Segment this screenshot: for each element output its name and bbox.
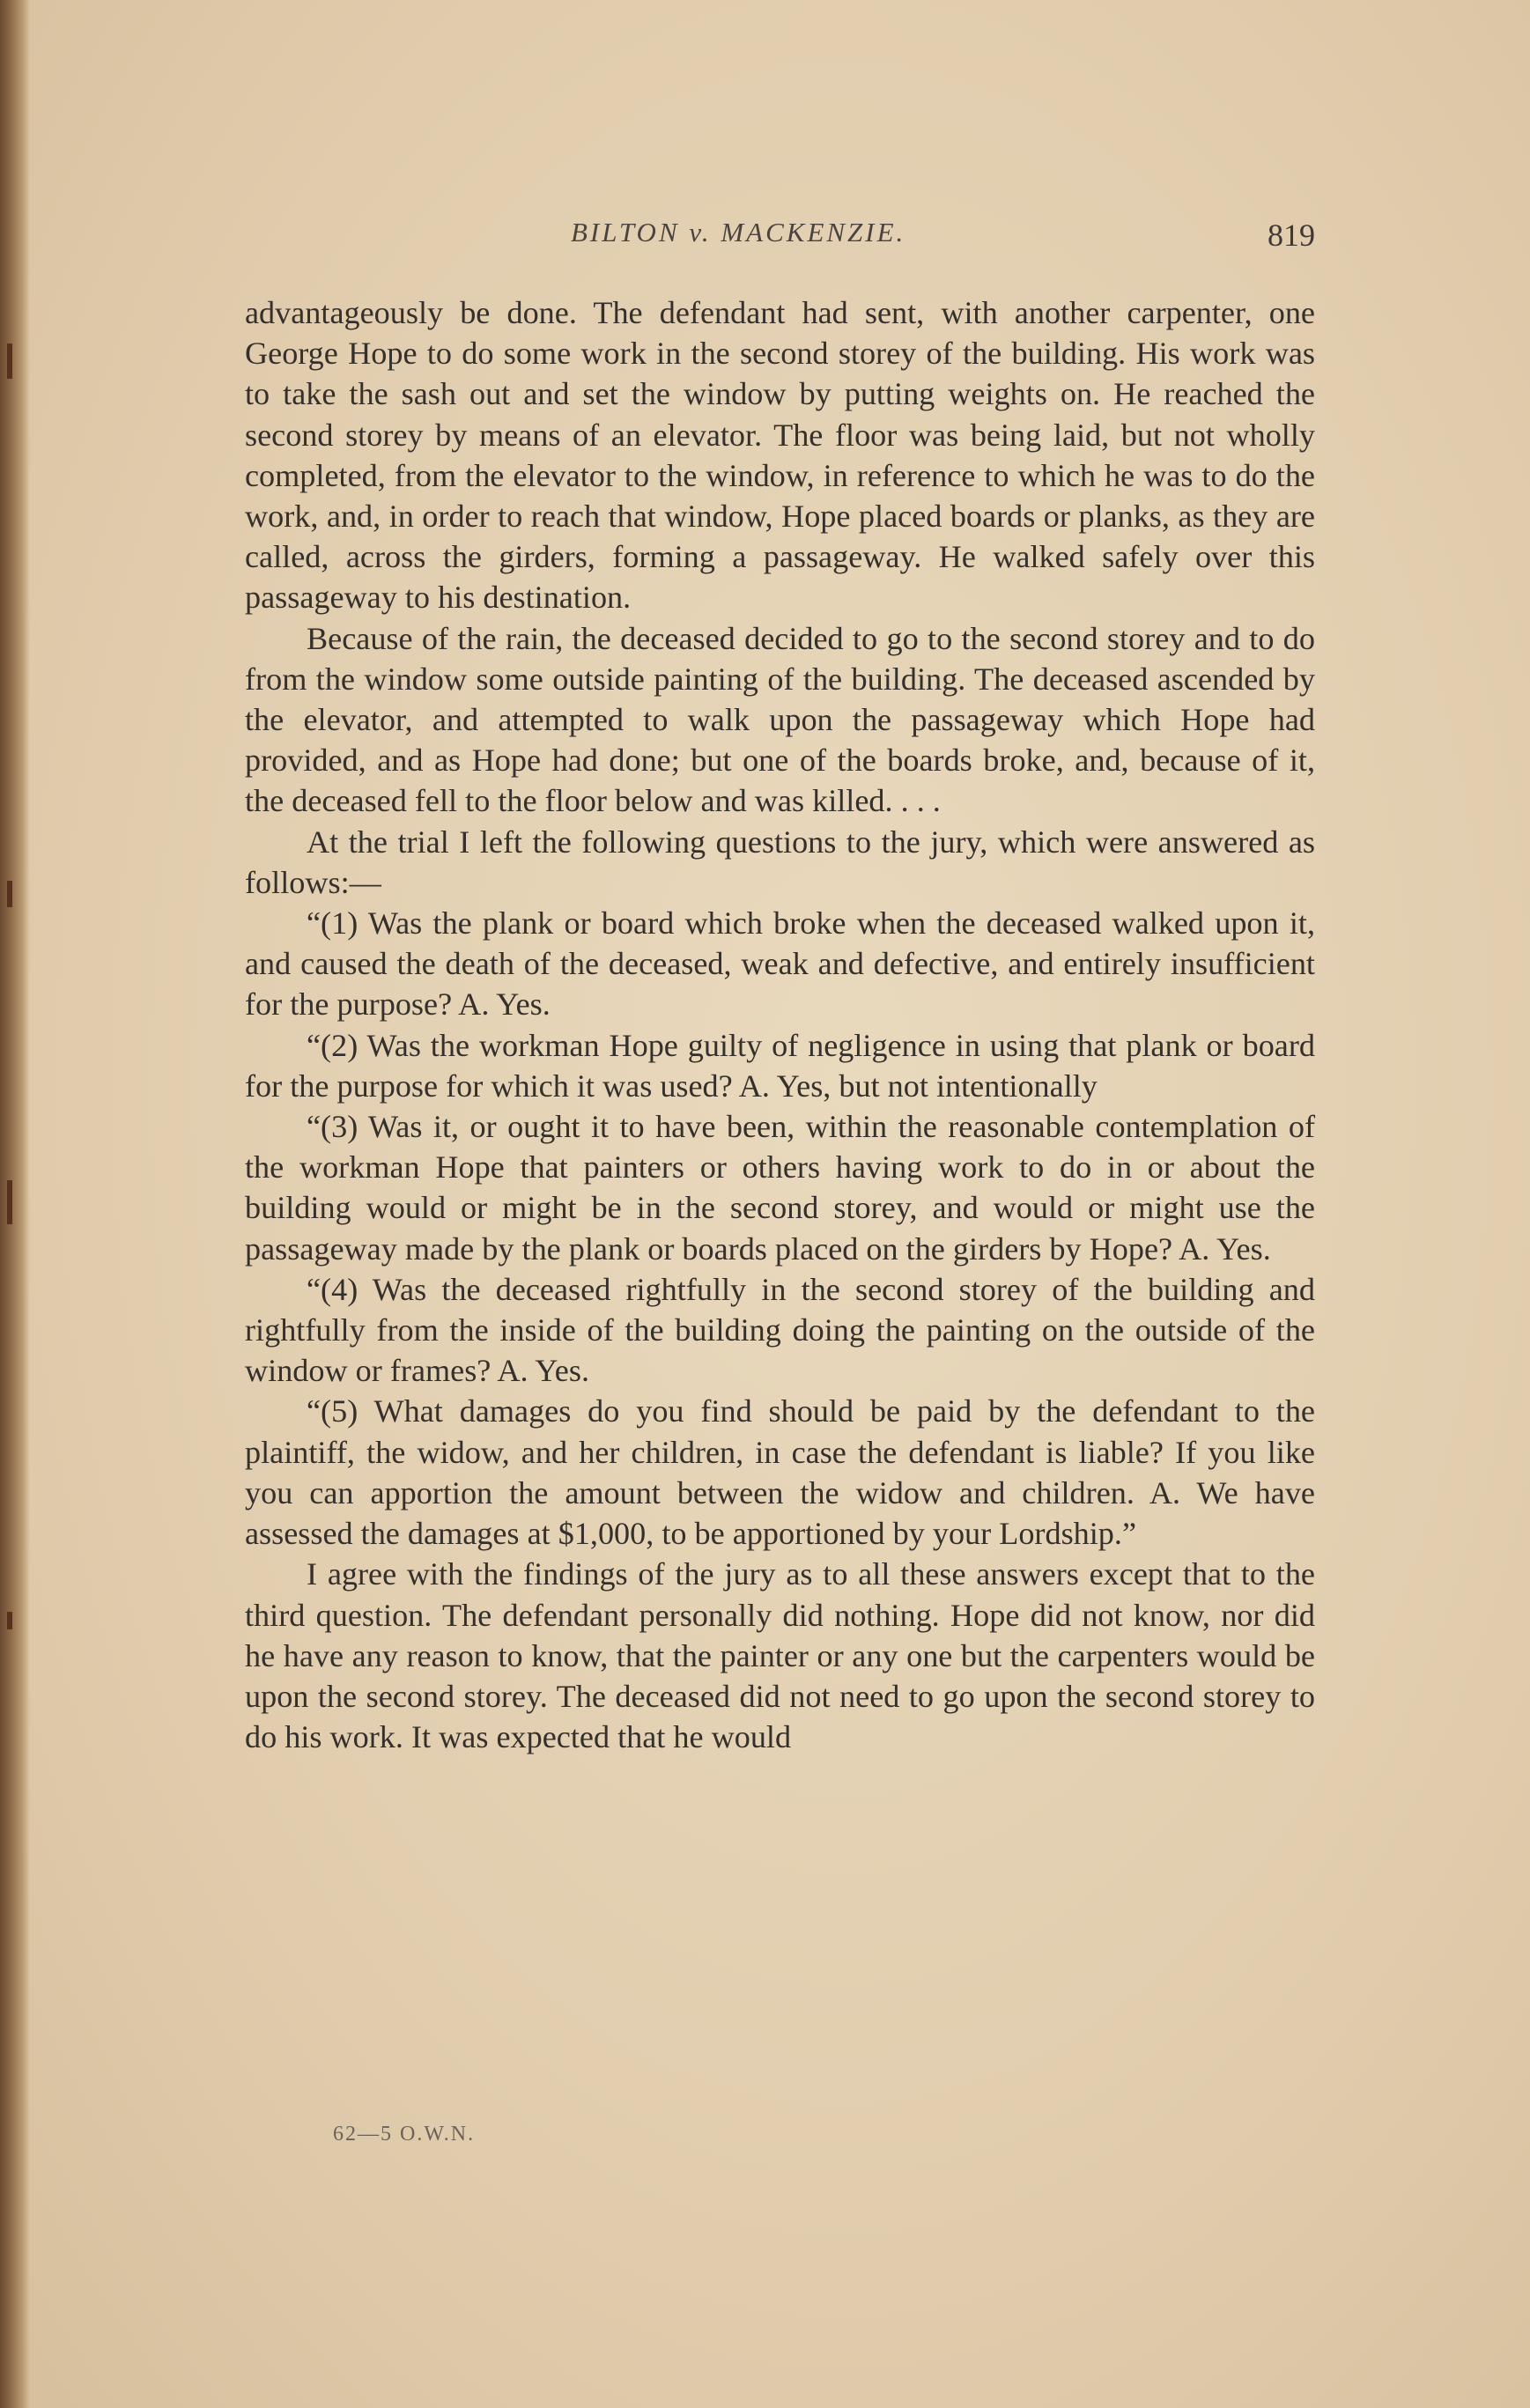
paragraph: “(3) Was it, or ought it to have been, within the reasonable contemplation of the workman Hope that painters or others having work to do in or about the building would or might be in the second storey, and would or might use the passageway made by the plank or boards placed on the girders by Hope? A. Yes. — [245, 1109, 1315, 1267]
paragraph: “(5) What damages do you find should be paid by the defendant to the plaintiff, the widow, and her children, in case the defendant is liable? If you like you can apportion the amount between the widow and children. A. We have assessed the damages at $1,000, to be apportioned by your Lordship.” — [245, 1393, 1315, 1552]
paragraph: I agree with the findings of the jury as to all these answers except that to the third question. The defendant personally did nothing. Hope did not know, nor did he have any reason to know, that the painter or any one but the carpenters would be upon the second storey. The deceased did not need to go upon the second storey to do his work. It was expected that he would — [245, 1556, 1315, 1755]
paragraph: Because of the rain, the deceased decided to go to the second storey and to do from the window some outside painting of the building. The deceased ascended by the elevator, and attempted to walk upon the passageway which Hope had provided, and as Hope had done; but one of the boards broke, and, because of it, the deceased fell to the floor below and was killed. . . . — [245, 620, 1315, 819]
paragraph: “(1) Was the plank or board which broke when the deceased walked upon it, and caused the death of the deceased, weak and defective, and entirely insufficient for the purpose? A. Yes. — [245, 905, 1315, 1023]
binding-edge — [0, 0, 30, 2408]
paragraph: At the trial I left the following questions to the jury, which were answered as follows:— — [245, 824, 1315, 900]
edge-stain — [7, 881, 12, 907]
paragraph: “(4) Was the deceased rightfully in the second storey of the building and rightfully from the inside of the building doing the painting on the outside of the window or frames? A. Yes. — [245, 1271, 1315, 1389]
paragraph: advantageously be done. The defendant had sent, with another carpenter, one George Hope to do some work in the second storey of the building. His work was to take the sash out and set the window by putting weights on. He reached the second storey by means of an elevator. The floor was being laid, but not wholly completed, from the elevator to the window, in reference to which he was to do the work, and, in order to reach that window, Hope placed boards or planks, as they are called, across the girders, forming a passageway. He walked safely over this passageway to his destination. — [245, 295, 1315, 616]
running-head: BILTON v. MACKENZIE. — [571, 217, 906, 247]
page-header — [245, 217, 1315, 261]
edge-stain — [7, 1180, 12, 1224]
paragraph: “(2) Was the workman Hope guilty of negligence in using that plank or board for the purpose for which it was used? A. Yes, but not intentionally — [245, 1027, 1315, 1104]
signature-mark: 62—5 O.W.N. — [333, 2123, 476, 2146]
edge-stain — [7, 1612, 12, 1629]
body-text — [245, 292, 1315, 1757]
page-number: 819 — [1268, 218, 1315, 253]
edge-stain — [7, 343, 12, 379]
